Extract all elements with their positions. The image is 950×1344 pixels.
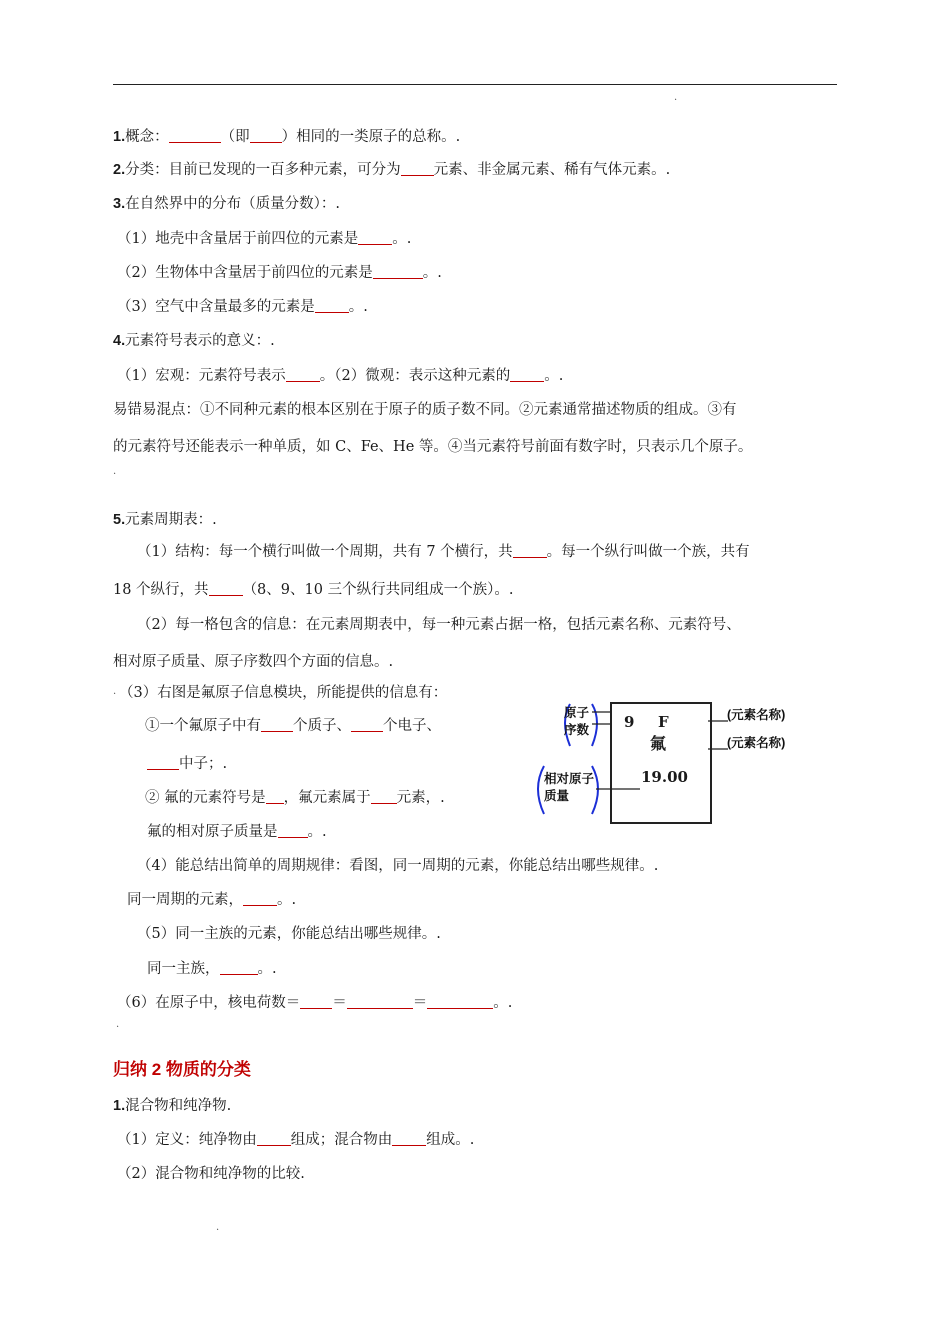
item-number: 1. (113, 129, 126, 145)
text: 。. (348, 299, 368, 315)
text: （即 (220, 129, 250, 145)
text: ＝ (332, 995, 347, 1011)
tips-line-1: 易错易混点：①不同种元素的根本区别在于原子的质子数不同。②元素通常描述物质的组成。③有 (113, 402, 737, 418)
answer-blank[interactable] (401, 161, 434, 176)
text: 组成。. (426, 1132, 475, 1148)
nuclear-charge-line (117, 993, 512, 1013)
structure-line-1 (137, 542, 750, 562)
fluorine-symbol-line (145, 788, 445, 808)
answer-blank[interactable] (257, 1131, 291, 1146)
distribution-title (113, 194, 340, 214)
text: （1）定义：纯净物由 (117, 1132, 257, 1148)
answer-blank[interactable] (510, 367, 544, 382)
text: 元素周期表：. (125, 512, 217, 528)
tips-line-2: 的元素符号还能表示一种单质，如 C、Fe、He 等。④当元素符号前面有数字时，只表示几个原子。 (113, 439, 753, 455)
answer-blank[interactable] (358, 230, 392, 245)
stray-dot: . (674, 92, 678, 103)
answer-blank[interactable] (220, 960, 258, 975)
fluorine-intro-line: （3）右图是氟原子信息模块，所能提供的信息有： (119, 685, 448, 701)
text: ）相同的一类原子的总称。. (281, 129, 461, 145)
text: 组成；混合物由 (290, 1132, 393, 1148)
element-symbol: F (658, 713, 669, 731)
answer-blank[interactable] (261, 717, 293, 732)
period-rule-question: （4）能总结出简单的周期规律：看图，同一周期的元素，你能总结出哪些规律。. (137, 858, 659, 874)
text: ①一个氟原子中有 (145, 718, 261, 734)
comparison-line: （2）混合物和纯净物的比较. (117, 1166, 305, 1182)
fluorine-element-card (610, 702, 712, 824)
group-rule-answer (147, 959, 277, 979)
atomic-number-label-1: 原子 (564, 706, 590, 720)
section-heading: 归纳 2 物质的分类 (113, 1060, 251, 1079)
answer-blank[interactable] (209, 581, 243, 596)
text: 。. (493, 995, 513, 1011)
concept-line (113, 127, 460, 147)
text: （1）地壳中含量居于前四位的元素是 (117, 231, 359, 247)
air-element-line (117, 297, 368, 317)
text: 18 个纵行，共 (113, 582, 209, 598)
text: 氟的相对原子质量是 (147, 824, 278, 840)
biological-elements-line (117, 263, 442, 283)
element-name-label-1: (元素名称) (727, 708, 786, 722)
fluorine-particles-line (145, 716, 441, 736)
text: 同一周期的元素， (127, 892, 243, 908)
mass-label-2: 质量 (544, 789, 570, 803)
atomic-number: 9 (624, 713, 635, 731)
answer-blank[interactable] (371, 789, 397, 804)
periodic-table-title (113, 510, 217, 530)
answer-blank[interactable] (373, 264, 423, 279)
symbol-meaning-line (117, 366, 563, 386)
answer-blank[interactable] (278, 823, 308, 838)
definition-line (117, 1130, 474, 1150)
answer-blank[interactable] (286, 367, 320, 382)
answer-blank[interactable] (250, 128, 282, 143)
answer-blank[interactable] (300, 994, 332, 1009)
text: （1）结构：每一个横行叫做一个周期，共有 7 个横行，共 (137, 544, 513, 560)
atomic-mass: 19.00 (641, 768, 688, 786)
text: （6）在原子中，核电荷数＝ (117, 995, 301, 1011)
text: 。每一个纵行叫做一个族，共有 (546, 544, 750, 560)
answer-blank[interactable] (169, 128, 221, 143)
text: 概念： (125, 129, 169, 145)
answer-blank[interactable] (315, 298, 349, 313)
period-rule-answer (127, 890, 296, 910)
structure-line-2 (113, 580, 513, 600)
mass-label-1: 相对原子 (544, 772, 595, 786)
text: （3）空气中含量最多的元素是 (117, 299, 315, 315)
answer-blank[interactable] (243, 891, 277, 906)
classification-line (113, 160, 670, 180)
answer-blank[interactable] (513, 543, 547, 558)
answer-blank[interactable] (347, 994, 413, 1009)
item-number: 5. (113, 512, 126, 528)
text: 元素符号表示的意义：. (125, 333, 275, 349)
text: （8、9、10 三个纵行共同组成一个族）。. (242, 582, 514, 598)
mixture-title (113, 1096, 231, 1116)
answer-blank[interactable] (266, 789, 284, 804)
text: 。. (392, 231, 412, 247)
stray-dot: . (216, 1222, 220, 1233)
text: （2）生物体中含量居于前四位的元素是 (117, 265, 373, 281)
cell-info-line-1: （2）每一格包含的信息：在元素周期表中，每一种元素占据一格，包括元素名称、元素符号、 (137, 617, 741, 633)
text: 个质子、 (293, 718, 351, 734)
answer-blank[interactable] (351, 717, 383, 732)
text: 元素、非金属元素、稀有气体元素。. (433, 162, 671, 178)
text: 。. (277, 892, 297, 908)
atomic-number-label-2: 序数 (564, 723, 590, 737)
answer-blank[interactable] (392, 1131, 426, 1146)
text: 。. (544, 368, 564, 384)
text: 。. (307, 824, 327, 840)
text: 元素，. (396, 790, 445, 806)
stray-dot: . (116, 1019, 120, 1030)
neutron-line (147, 754, 227, 774)
text: 。（2）微观：表示这种元素的 (319, 368, 511, 384)
fluorine-mass-line (147, 822, 327, 842)
text: 分类：目前已发现的一百多种元素，可分为 (125, 162, 401, 178)
text: ② 氟的元素符号是 (145, 790, 266, 806)
text: ＝ (412, 995, 428, 1011)
text: 混合物和纯净物. (125, 1098, 232, 1114)
symbol-meaning-title (113, 331, 275, 351)
text: 同一主族， (147, 961, 220, 977)
text: （1）宏观：元素符号表示 (117, 368, 286, 384)
header-rule (113, 84, 837, 85)
answer-blank[interactable] (147, 755, 179, 770)
item-number: 4. (113, 333, 126, 349)
cell-info-line-2: 相对原子质量、原子序数四个方面的信息。. (113, 654, 394, 670)
element-name: 氟 (650, 734, 667, 753)
item-number: 2. (113, 162, 126, 178)
stray-dot: . (113, 466, 117, 477)
text: ，氟元素属于 (283, 790, 371, 806)
text: 。. (257, 961, 277, 977)
item-number: 3. (113, 196, 126, 212)
answer-blank[interactable] (427, 994, 493, 1009)
text: 中子；. (179, 756, 228, 772)
item-number: 1. (113, 1098, 126, 1114)
group-rule-question: （5）同一主族的元素，你能总结出哪些规律。. (137, 926, 441, 942)
crust-elements-line (117, 229, 411, 249)
text: 。. (422, 265, 442, 281)
text: 个电子、 (383, 718, 441, 734)
element-name-label-2: (元素名称) (727, 736, 786, 750)
text: 在自然界中的分布（质量分数）：. (125, 196, 340, 212)
stray-dot: . (113, 686, 117, 697)
